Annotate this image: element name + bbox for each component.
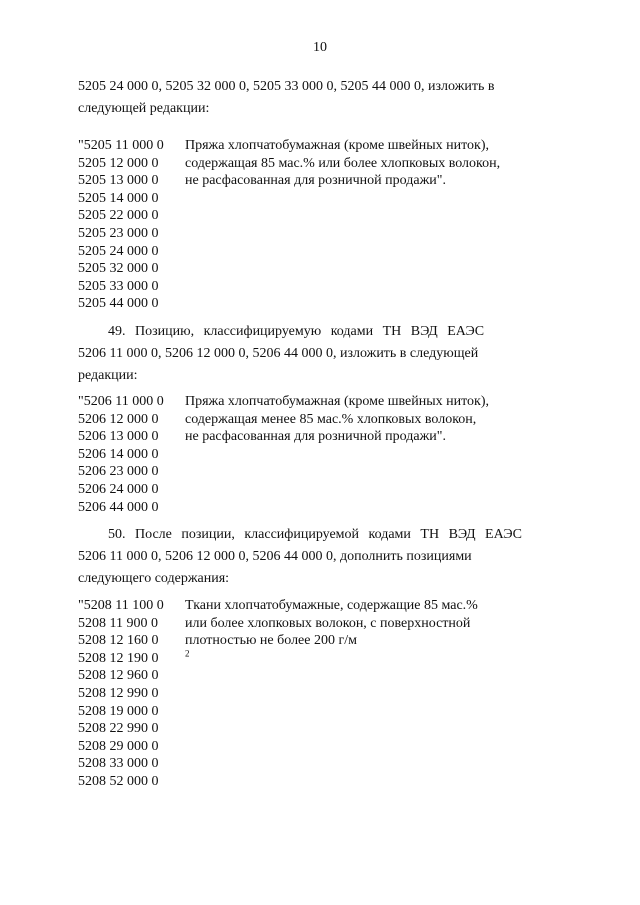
paragraph-49 [78, 321, 564, 387]
code-item: "5208 11 100 0 [78, 598, 164, 613]
code-item: 5208 12 160 0 [78, 633, 159, 649]
paragraph-48-continuation [78, 76, 564, 120]
code-item: 5208 22 990 0 [78, 721, 159, 737]
code-item: 5208 33 000 0 [78, 756, 159, 772]
paragraph-50 [78, 524, 564, 590]
description-5208 [185, 597, 565, 667]
description-line: содержащая 85 мас.% или более хлопковых волокон, [185, 155, 501, 171]
superscript: 2 [185, 648, 190, 659]
code-item: 5208 12 960 0 [78, 668, 159, 684]
code-item: 5205 13 000 0 [78, 173, 159, 189]
code-item: 5208 19 000 0 [78, 703, 159, 719]
text-line: редакции: [78, 368, 138, 383]
code-item: 5205 23 000 0 [78, 225, 159, 241]
code-item: 5205 14 000 0 [78, 190, 159, 206]
code-item: 5205 22 000 0 [78, 208, 159, 224]
code-item: 5208 11 900 0 [78, 615, 158, 631]
code-list-5208 [78, 597, 183, 791]
description-line: или более хлопковых волокон, с поверхностной [185, 615, 471, 631]
code-item: 5206 23 000 0 [78, 464, 159, 480]
description-text: плотностью не более 200 г/м [185, 633, 357, 649]
description-line: не расфасованная для розничной продажи". [185, 173, 446, 189]
code-item: 5206 14 000 0 [78, 446, 159, 462]
page-number: 10 [313, 40, 327, 55]
description-line: не расфасованная для розничной продажи". [185, 429, 446, 445]
text-line: 49. Позицию, классифицируемую кодами ТН ВЭД ЕАЭС [108, 324, 485, 339]
description-5206 [185, 393, 565, 446]
code-item: 5206 13 000 0 [78, 429, 159, 445]
code-item: 5206 44 000 0 [78, 499, 159, 515]
code-list-5205 [78, 137, 183, 313]
code-item: 5205 24 000 0 [78, 243, 159, 259]
code-item: 5208 29 000 0 [78, 738, 159, 754]
code-list-5206 [78, 393, 183, 516]
text-line: 50. После позиции, классифицируемой кодами ТН ВЭД ЕАЭС [108, 527, 522, 542]
code-item: 5205 33 000 0 [78, 278, 159, 294]
description-line: содержащая менее 85 мас.% хлопковых волокон, [185, 411, 477, 427]
text-line: следующей редакции: [78, 101, 210, 116]
code-item: 5205 32 000 0 [78, 261, 159, 277]
code-item: 5206 12 000 0 [78, 411, 159, 427]
description-5205 [185, 137, 565, 190]
text-line: 5206 11 000 0, 5206 12 000 0, 5206 44 000 0, дополнить позициями [78, 549, 472, 564]
description-line [185, 632, 565, 667]
code-item: 5205 44 000 0 [78, 296, 159, 312]
code-item: 5206 24 000 0 [78, 481, 159, 497]
text-line: 5206 11 000 0, 5206 12 000 0, 5206 44 000 0, изложить в следующей [78, 346, 479, 361]
code-item: 5205 12 000 0 [78, 155, 159, 171]
code-item: "5206 11 000 0 [78, 394, 164, 409]
description-line: Пряжа хлопчатобумажная (кроме швейных ниток), [185, 138, 490, 153]
code-item: 5208 52 000 0 [78, 773, 159, 789]
description-line: Пряжа хлопчатобумажная (кроме швейных ниток), [185, 394, 490, 409]
code-item: 5208 12 190 0 [78, 650, 159, 666]
code-item: 5208 12 990 0 [78, 685, 159, 701]
description-line: Ткани хлопчатобумажные, содержащие 85 мас.% [185, 598, 478, 613]
text-line: 5205 24 000 0, 5205 32 000 0, 5205 33 000 0, 5205 44 000 0, изложить в [78, 79, 495, 94]
text-line: следующего содержания: [78, 571, 230, 586]
code-item: "5205 11 000 0 [78, 138, 164, 153]
